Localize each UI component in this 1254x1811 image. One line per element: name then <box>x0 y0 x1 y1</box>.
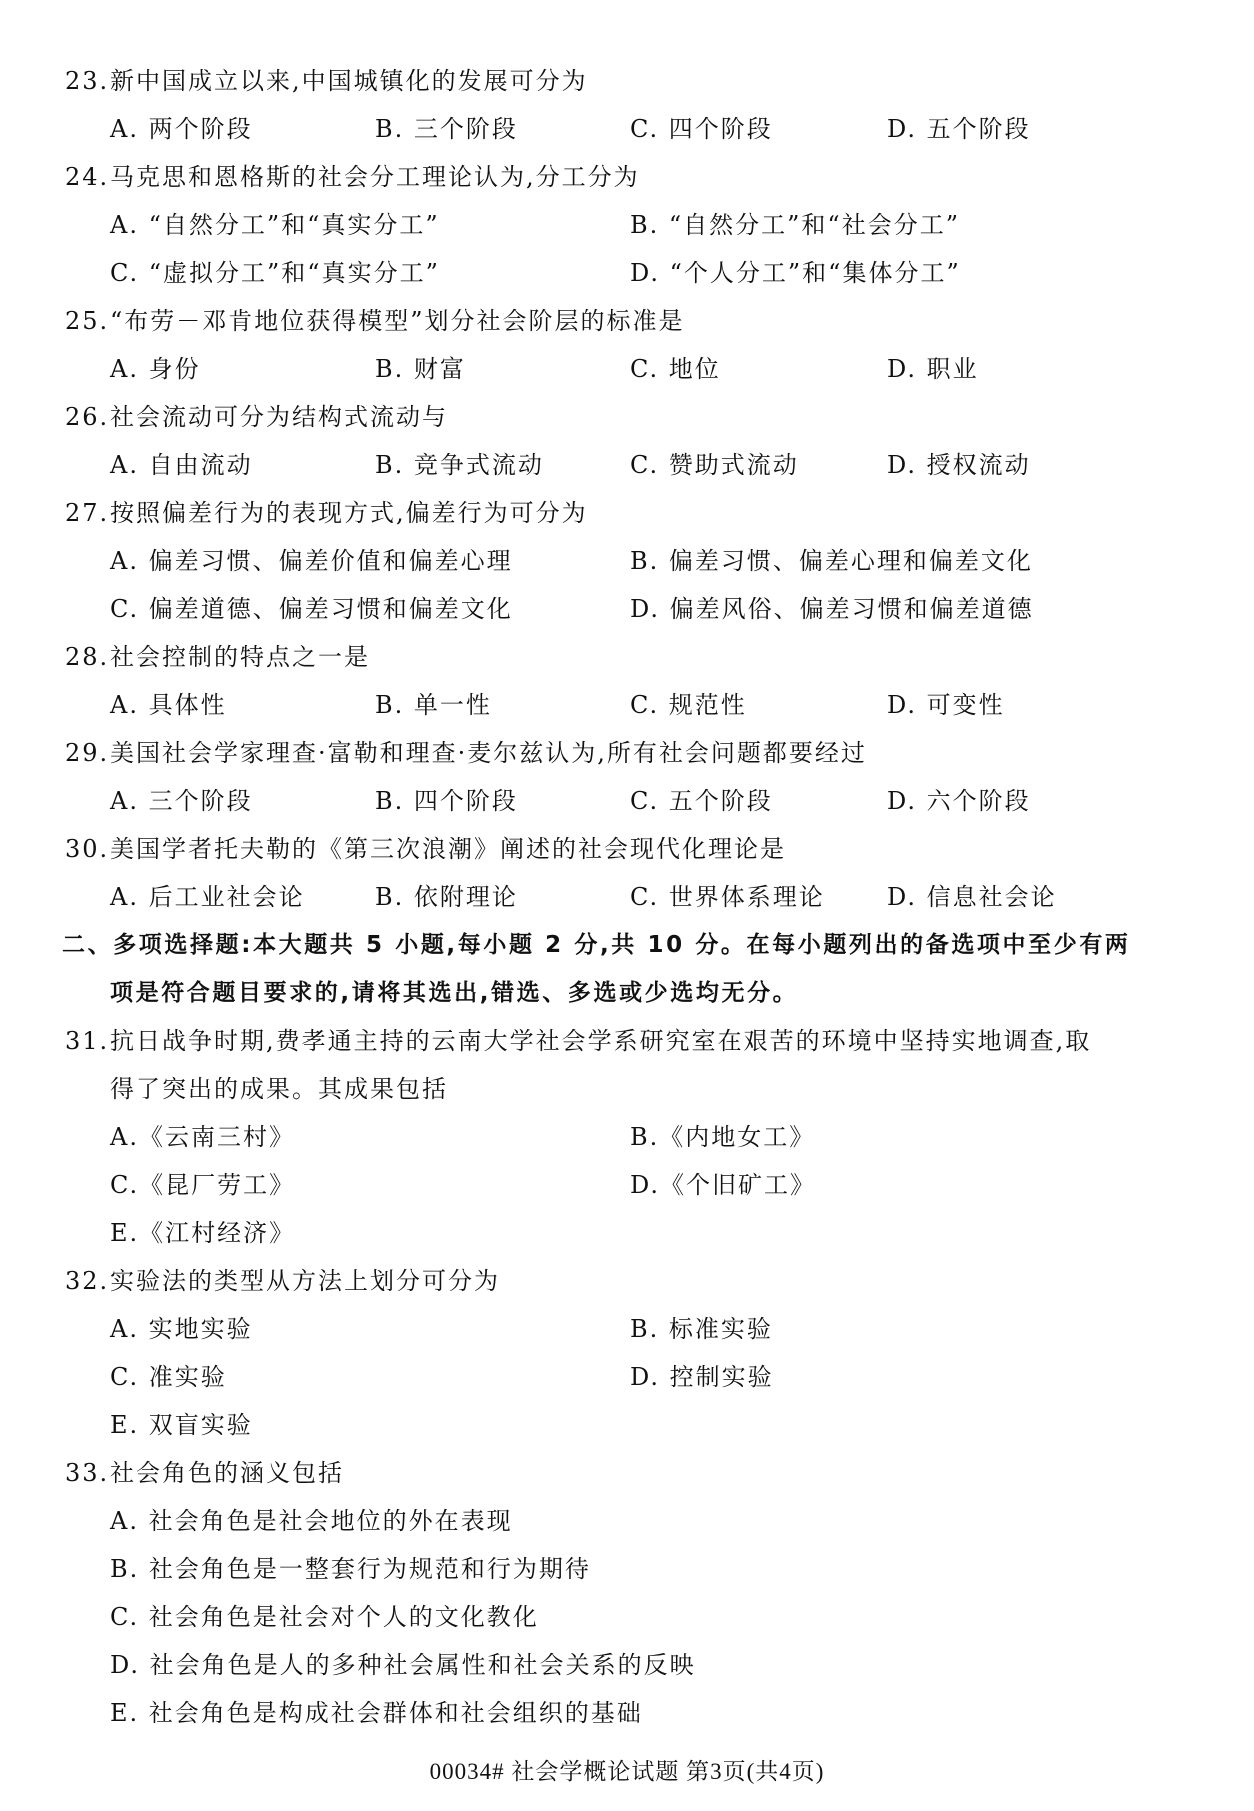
question-28 <box>0 633 1254 681</box>
option-a: A.《云南三村》 <box>110 1123 295 1151</box>
option-c: C. 四个阶段 <box>630 115 773 143</box>
question-29 <box>0 729 1254 777</box>
option-e: E. 社会角色是构成社会群体和社会组织的基础 <box>110 1699 643 1727</box>
option-b: B. 财富 <box>375 355 466 383</box>
option-a: A. 实地实验 <box>110 1315 253 1343</box>
question-28-options <box>0 681 1254 729</box>
option-c: C. 准实验 <box>110 1363 227 1391</box>
option-b: B. 四个阶段 <box>375 787 518 815</box>
question-32-options-row2 <box>0 1353 1254 1401</box>
option-c: C. 世界体系理论 <box>630 883 825 911</box>
question-number: 27. <box>65 499 110 527</box>
option-a: A. 具体性 <box>110 691 227 719</box>
question-text: 新中国成立以来,中国城镇化的发展可分为 <box>110 67 588 95</box>
question-31-options-row3 <box>0 1209 1254 1257</box>
option-b: B. 社会角色是一整套行为规范和行为期待 <box>110 1555 591 1583</box>
option-d: D. 六个阶段 <box>887 787 1031 815</box>
question-text: 美国学者托夫勒的《第三次浪潮》阐述的社会现代化理论是 <box>110 835 786 863</box>
option-c: C. 规范性 <box>630 691 747 719</box>
question-text: 社会控制的特点之一是 <box>110 643 370 671</box>
question-number: 30. <box>65 835 110 863</box>
question-number: 24. <box>65 163 110 191</box>
option-e: E. 双盲实验 <box>110 1411 253 1439</box>
question-text: 社会流动可分为结构式流动与 <box>110 403 448 431</box>
question-text: “布劳－邓肯地位获得模型”划分社会阶层的标准是 <box>110 307 685 335</box>
question-text: 按照偏差行为的表现方式,偏差行为可分为 <box>110 499 588 527</box>
option-a: A. “自然分工”和“真实分工” <box>110 211 440 239</box>
option-d: D. 社会角色是人的多种社会属性和社会关系的反映 <box>110 1651 696 1679</box>
question-number: 31. <box>65 1027 110 1055</box>
section-2-heading-cont <box>0 969 1254 1017</box>
question-27-options-row2 <box>0 585 1254 633</box>
question-31-options-row2 <box>0 1161 1254 1209</box>
question-text: 美国社会学家理查·富勒和理查·麦尔兹认为,所有社会问题都要经过 <box>110 739 867 767</box>
question-29-options <box>0 777 1254 825</box>
option-c: C. 赞助式流动 <box>630 451 799 479</box>
question-text-continued: 得了突出的成果。其成果包括 <box>110 1075 448 1103</box>
question-number: 26. <box>65 403 110 431</box>
question-33-option-b <box>0 1545 1254 1593</box>
question-number: 33. <box>65 1459 110 1487</box>
question-24-options-row2 <box>0 249 1254 297</box>
question-31 <box>0 1017 1254 1065</box>
option-d: D. 控制实验 <box>630 1363 774 1391</box>
page-footer: 00034# 社会学概论试题 第3页(共4页) <box>429 1759 825 1784</box>
option-c: C.《昆厂劳工》 <box>110 1171 296 1199</box>
option-b: B. 竞争式流动 <box>375 451 544 479</box>
option-a: A. 两个阶段 <box>110 115 253 143</box>
option-a: A. 后工业社会论 <box>110 883 305 911</box>
question-number: 25. <box>65 307 110 335</box>
question-33 <box>0 1449 1254 1497</box>
option-a: A. 社会角色是社会地位的外在表现 <box>110 1507 513 1535</box>
option-d: D. “个人分工”和“集体分工” <box>630 259 961 287</box>
option-d: D. 职业 <box>887 355 979 383</box>
option-c: C. “虚拟分工”和“真实分工” <box>110 259 440 287</box>
option-c: C. 偏差道德、偏差习惯和偏差文化 <box>110 595 513 623</box>
option-a: A. 自由流动 <box>110 451 253 479</box>
option-d: D. 五个阶段 <box>887 115 1031 143</box>
option-b: B. 偏差习惯、偏差心理和偏差文化 <box>630 547 1033 575</box>
option-c: C. 五个阶段 <box>630 787 773 815</box>
question-26-options <box>0 441 1254 489</box>
question-number: 32. <box>65 1267 110 1295</box>
question-number: 23. <box>65 67 110 95</box>
question-32-options-row1 <box>0 1305 1254 1353</box>
option-d: D. 授权流动 <box>887 451 1031 479</box>
question-text: 实验法的类型从方法上划分可分为 <box>110 1267 500 1295</box>
option-b: B. 三个阶段 <box>375 115 518 143</box>
option-a: A. 三个阶段 <box>110 787 253 815</box>
question-23-options <box>0 105 1254 153</box>
option-d: D. 信息社会论 <box>887 883 1057 911</box>
question-33-option-c <box>0 1593 1254 1641</box>
section-heading-line2: 项是符合题目要求的,请将其选出,错选、多选或少选均无分。 <box>110 980 799 1006</box>
question-24 <box>0 153 1254 201</box>
question-31-options-row1 <box>0 1113 1254 1161</box>
question-number: 28. <box>65 643 110 671</box>
section-2-heading <box>0 921 1254 969</box>
option-a: A. 偏差习惯、偏差价值和偏差心理 <box>110 547 513 575</box>
question-24-options-row1 <box>0 201 1254 249</box>
question-30-options <box>0 873 1254 921</box>
question-number: 29. <box>65 739 110 767</box>
question-23 <box>0 57 1254 105</box>
question-32-options-row3 <box>0 1401 1254 1449</box>
question-25 <box>0 297 1254 345</box>
question-30 <box>0 825 1254 873</box>
question-26 <box>0 393 1254 441</box>
option-b: B.《内地女工》 <box>630 1123 816 1151</box>
option-d: D. 可变性 <box>887 691 1005 719</box>
question-32 <box>0 1257 1254 1305</box>
question-31-cont <box>0 1065 1254 1113</box>
option-b: B. “自然分工”和“社会分工” <box>630 211 960 239</box>
question-text: 抗日战争时期,费孝通主持的云南大学社会学系研究室在艰苦的环境中坚持实地调查,取 <box>110 1027 1092 1055</box>
question-27-options-row1 <box>0 537 1254 585</box>
question-33-option-a <box>0 1497 1254 1545</box>
question-27 <box>0 489 1254 537</box>
option-b: B. 标准实验 <box>630 1315 773 1343</box>
option-a: A. 身份 <box>110 355 201 383</box>
question-text: 社会角色的涵义包括 <box>110 1459 344 1487</box>
option-e: E.《江村经济》 <box>110 1219 296 1247</box>
section-heading-line1: 二、多项选择题:本大题共 5 小题,每小题 2 分,共 10 分。在每小题列出的备选项中至少有两 <box>62 932 1131 958</box>
question-33-option-e <box>0 1689 1254 1737</box>
question-25-options <box>0 345 1254 393</box>
question-33-option-d <box>0 1641 1254 1689</box>
option-b: B. 单一性 <box>375 691 492 719</box>
question-text: 马克思和恩格斯的社会分工理论认为,分工分为 <box>110 163 640 191</box>
option-c: C. 社会角色是社会对个人的文化教化 <box>110 1603 539 1631</box>
option-c: C. 地位 <box>630 355 721 383</box>
option-d: D. 偏差风俗、偏差习惯和偏差道德 <box>630 595 1034 623</box>
option-d: D.《个旧矿工》 <box>630 1171 817 1199</box>
option-b: B. 依附理论 <box>375 883 518 911</box>
